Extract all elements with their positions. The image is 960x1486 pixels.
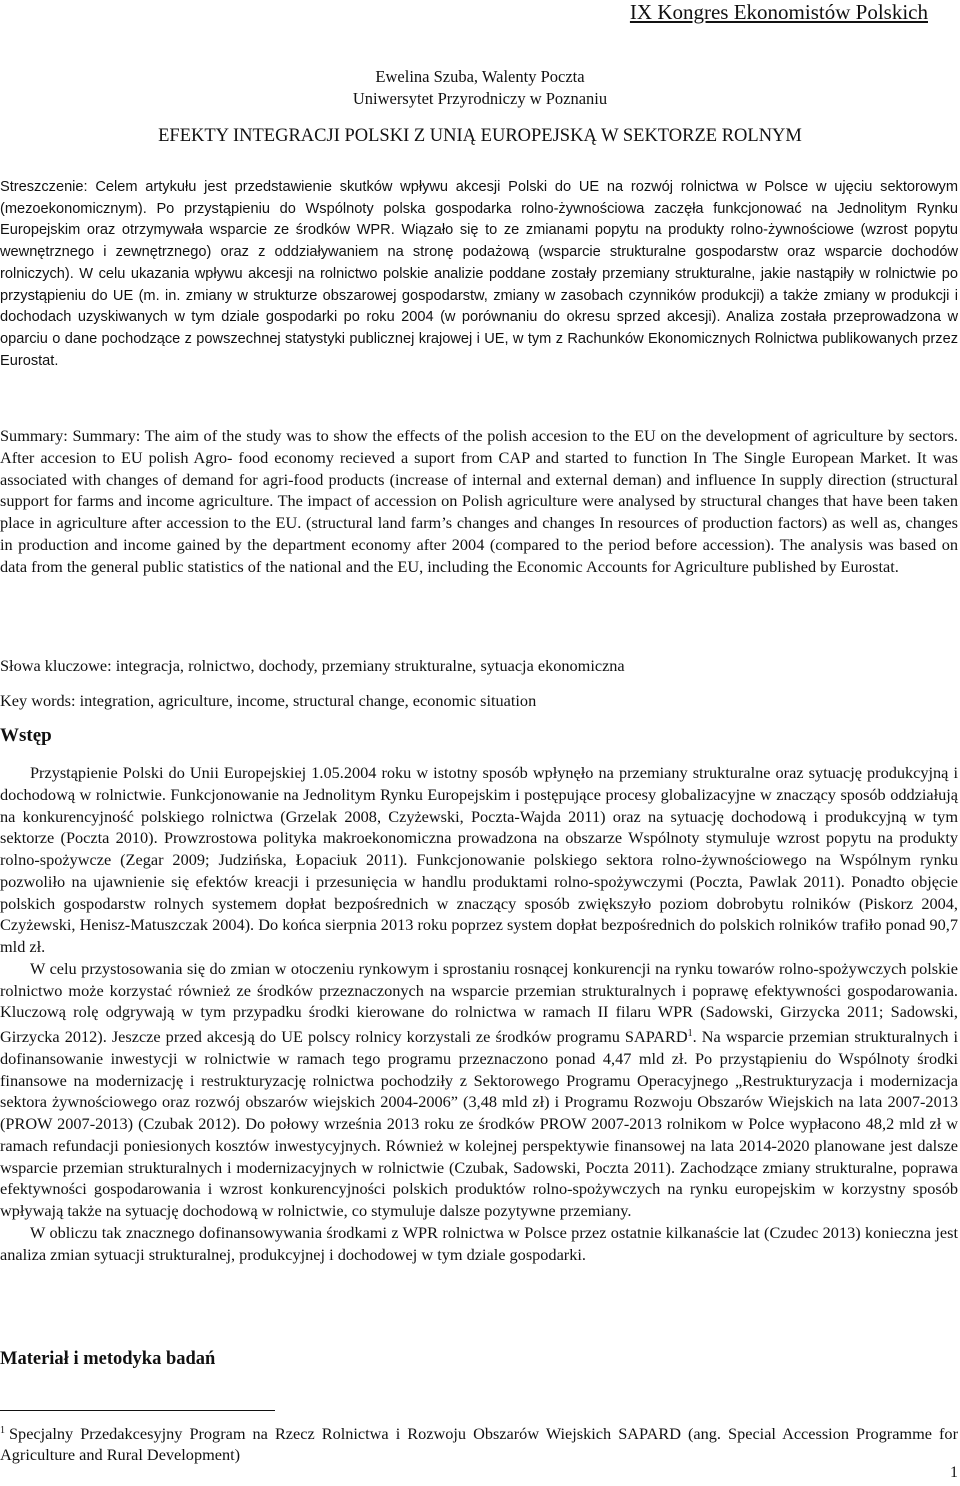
footnote-divider: [0, 1410, 275, 1411]
intro-paragraph-3: W obliczu tak znacznego dofinansowywania środkami z WPR rolnictwa w Polsce przez ostatnie kilkanaście lat (Czudec 2013) konieczna jest analiza zmian sytuacji strukturalnej, produkcyjnej i dochodowej w tym dziale gospodarki.: [0, 1222, 958, 1264]
footnote-reference[interactable]: 1: [687, 1028, 693, 1039]
page-number: 1: [950, 1464, 958, 1481]
conference-header: IX Kongres Ekonomistów Polskich: [629, 0, 928, 24]
abstract-polish: Streszczenie: Celem artykułu jest przedstawienie skutków wpływu akcesji Polski do UE na rozwój rolnictwa w Polsce w ujęciu sektorowym (mezoekonomicznym). Po przystąpieniu do Wspólnoty polska gospodarka rolno-żywnościowa zaczęła funkcjonować na Jednolitym Rynku Europejskim oraz otrzymywała wsparcie ze środków WPR. Wiązało się to ze zmianami popytu na produkty rolno-żywnościowe (wzrost popytu wewnętrznego i zewnętrznego) oraz z oddziaływaniem na stronę podażową (wsparcie strukturalne gospodarstw oraz wsparcie dochodów rolniczych). W celu ukazania wpływu akcesji na rolnictwo polskie analizie poddane zostały przemiany strukturalne, jakie nastąpiły w rolnictwie po przystąpieniu do UE (m. in. zmiany w strukturze obszarowej gospodarstw, zmiany w zasobach czynników produkcji) a także zmiany w produkcji i dochodach uzyskiwanych w tym dziale gospodarki po roku 2004 (w porównaniu do okresu sprzed akcesji). Analiza została przeprowadzona w oparciu o dane pochodzące z powszechnej statystyki publicznej krajowej i UE, w tym z Rachunków Ekonomicznych Rolnictwa publikowanych przez Eurostat.: [0, 179, 958, 369]
intro-body: [0, 762, 958, 1265]
footnote-number: 1: [0, 1425, 5, 1436]
author-block: [0, 66, 960, 110]
section-heading-intro: Wstęp: [0, 725, 52, 746]
intro-paragraph-2-part-b: . Na wsparcie przemian strukturalnych i dofinansowanie inwestycji w rolnictwie w ramach tego programu przeznaczono ponad 4,47 mld zł. Po przystąpieniu do Wspólnoty środki finansowe na modernizację i restrukturyzację rolnictwa pochodziły z Sektorowego Programu Operacyjnego „Restrukturyzacja i modernizacja sektora żywnościowego oraz rozwój obszarów wiejskich 2004-2006” (3,48 mld zł) i Programu Rozwoju Obszarów Wiejskich na lata 2007-2013 (PROW 2007-2013) (Czubak 2012). Do połowy września 2013 roku ze środków PROW 2007-2013 rolnikom w Polce wypłacono 48,2 mld zł w ramach refundacji poniesionych kosztów inwestycyjnych. Również w kolejnej perspektywie finansowej na lata 2014-2020 planowane jest dalsze wsparcie przemian strukturalnych i modernizacyjnych w rolnictwie (Czubak, Sadowski, Poczta 2011). Zachodzące zmiany strukturalne, poprawa efektywności gospodarowania i wzrost konkurencyjności polskich produktów rolno-spożywczych na rynku europejskim w korzystny sposób wpływają także na sytuację dochodową w rolnictwie, co stymuluje dalsze pozytywne przemiany.: [0, 1027, 958, 1220]
abstract-english: Summary: Summary: The aim of the study was to show the effects of the polish accesion to the EU on the development of agriculture by sectors. After accesion to EU polish Agro- food economy recieved a suport from CAP and started to function In The Single European Market. It was associated with changes of demand for agri-food products (increase of internal and external deman) and influence In supply direction (structural support for farms and income agriculture. The impact of accession on Polish agriculture were analysed by structural changes that have been taken place in agriculture after accession to the EU. (structural land farm’s changes and changes In resources of production factors) as well as, changes in production and income gained by the department economy after 2004 (compared to the period before accession). The analysis was based on data from the general public statistics of the national and the EU, including the Economic Accounts for Agriculture published by Eurostat.: [0, 426, 958, 576]
footnote: [0, 1420, 958, 1465]
keywords-english: Key words: integration, agriculture, income, structural change, economic situation: [0, 691, 537, 710]
author-affiliation: Uniwersytet Przyrodniczy w Poznaniu: [352, 89, 608, 108]
keywords-polish: Słowa kluczowe: integracja, rolnictwo, dochody, przemiany strukturalne, sytuacja ekonomiczna: [0, 656, 625, 675]
section-heading-material: Materiał i metodyka badań: [0, 1349, 216, 1369]
intro-paragraph-2-part-a: W celu przystosowania się do zmian w otoczeniu rynkowym i sprostaniu rosnącej konkurencji na rynku towarów rolno-spożywczych polskie rolnictwo może korzystać również ze środków przeznaczonych na wsparcie przemian strukturalnych i poprawę efektywności gospodarowania. Kluczową rolę odgrywają w tym przypadku środki kierowane do rolnictwa w ramach II filaru WPR (Sadowski, Girzycka 2011; Sadowski, Girzycka 2012). Jeszcze przed akcesją do UE polscy rolnicy korzystali ze środków programu SAPARD: [0, 958, 958, 1046]
intro-paragraph-1: Przystąpienie Polski do Unii Europejskiej 1.05.2004 roku w istotny sposób wpłynęło na przemiany strukturalne oraz sytuację produkcyjną i dochodową w rolnictwie. Funkcjonowanie na Jednolitym Rynku Europejskim i postępujące procesy globalizacyjne w znaczący sposób oddziałują na konkurencyjność polskiego rolnictwa (Grzelak 2008, Czyżewski, Poczta-Wajda 2011) oraz na sytuację dochodową i produkcyjną w tym sektorze (Poczta 2010). Prowzrostowa polityka makroekonomiczna prowadzona na obszarze Wspólnoty stymuluje wzrost popytu na produkty rolno-spożywcze (Zegar 2009; Judzińska, Łopaciuk 2011). Funkcjonowanie polskiego sektora rolno-żywnościowego na Wspólnym rynku pozwoliło na ujawnienie się efektów kreacji i przesunięcia w handlu produktami rolno-spożywczymi (Poczta, Pawlak 2011). Ponadto objęcie polskich gospodarstw rolnych systemem dopłat bezpośrednich w znaczący sposób zwiększyło poziom dobrobytu rolników (Piskorz 2004, Czyżewski, Henisz-Matuszczak 2004). Do końca sierpnia 2013 roku poprzez system dopłat bezpośrednich do polskich rolników trafiło ponad 90,7 mld zł.: [0, 763, 958, 956]
paper-title: EFEKTY INTEGRACJI POLSKI Z UNIĄ EUROPEJSKĄ W SEKTORZE ROLNYM: [158, 126, 802, 146]
intro-paragraph-2: [0, 958, 958, 1222]
author-names: Ewelina Szuba, Walenty Poczta: [375, 67, 585, 86]
footnote-text: Specjalny Przedakcesyjny Program na Rzecz Rolnictwa i Rozwoju Obszarów Wiejskich SAPARD (ang. Special Accession Programme for Agriculture and Rural Development): [0, 1424, 958, 1464]
